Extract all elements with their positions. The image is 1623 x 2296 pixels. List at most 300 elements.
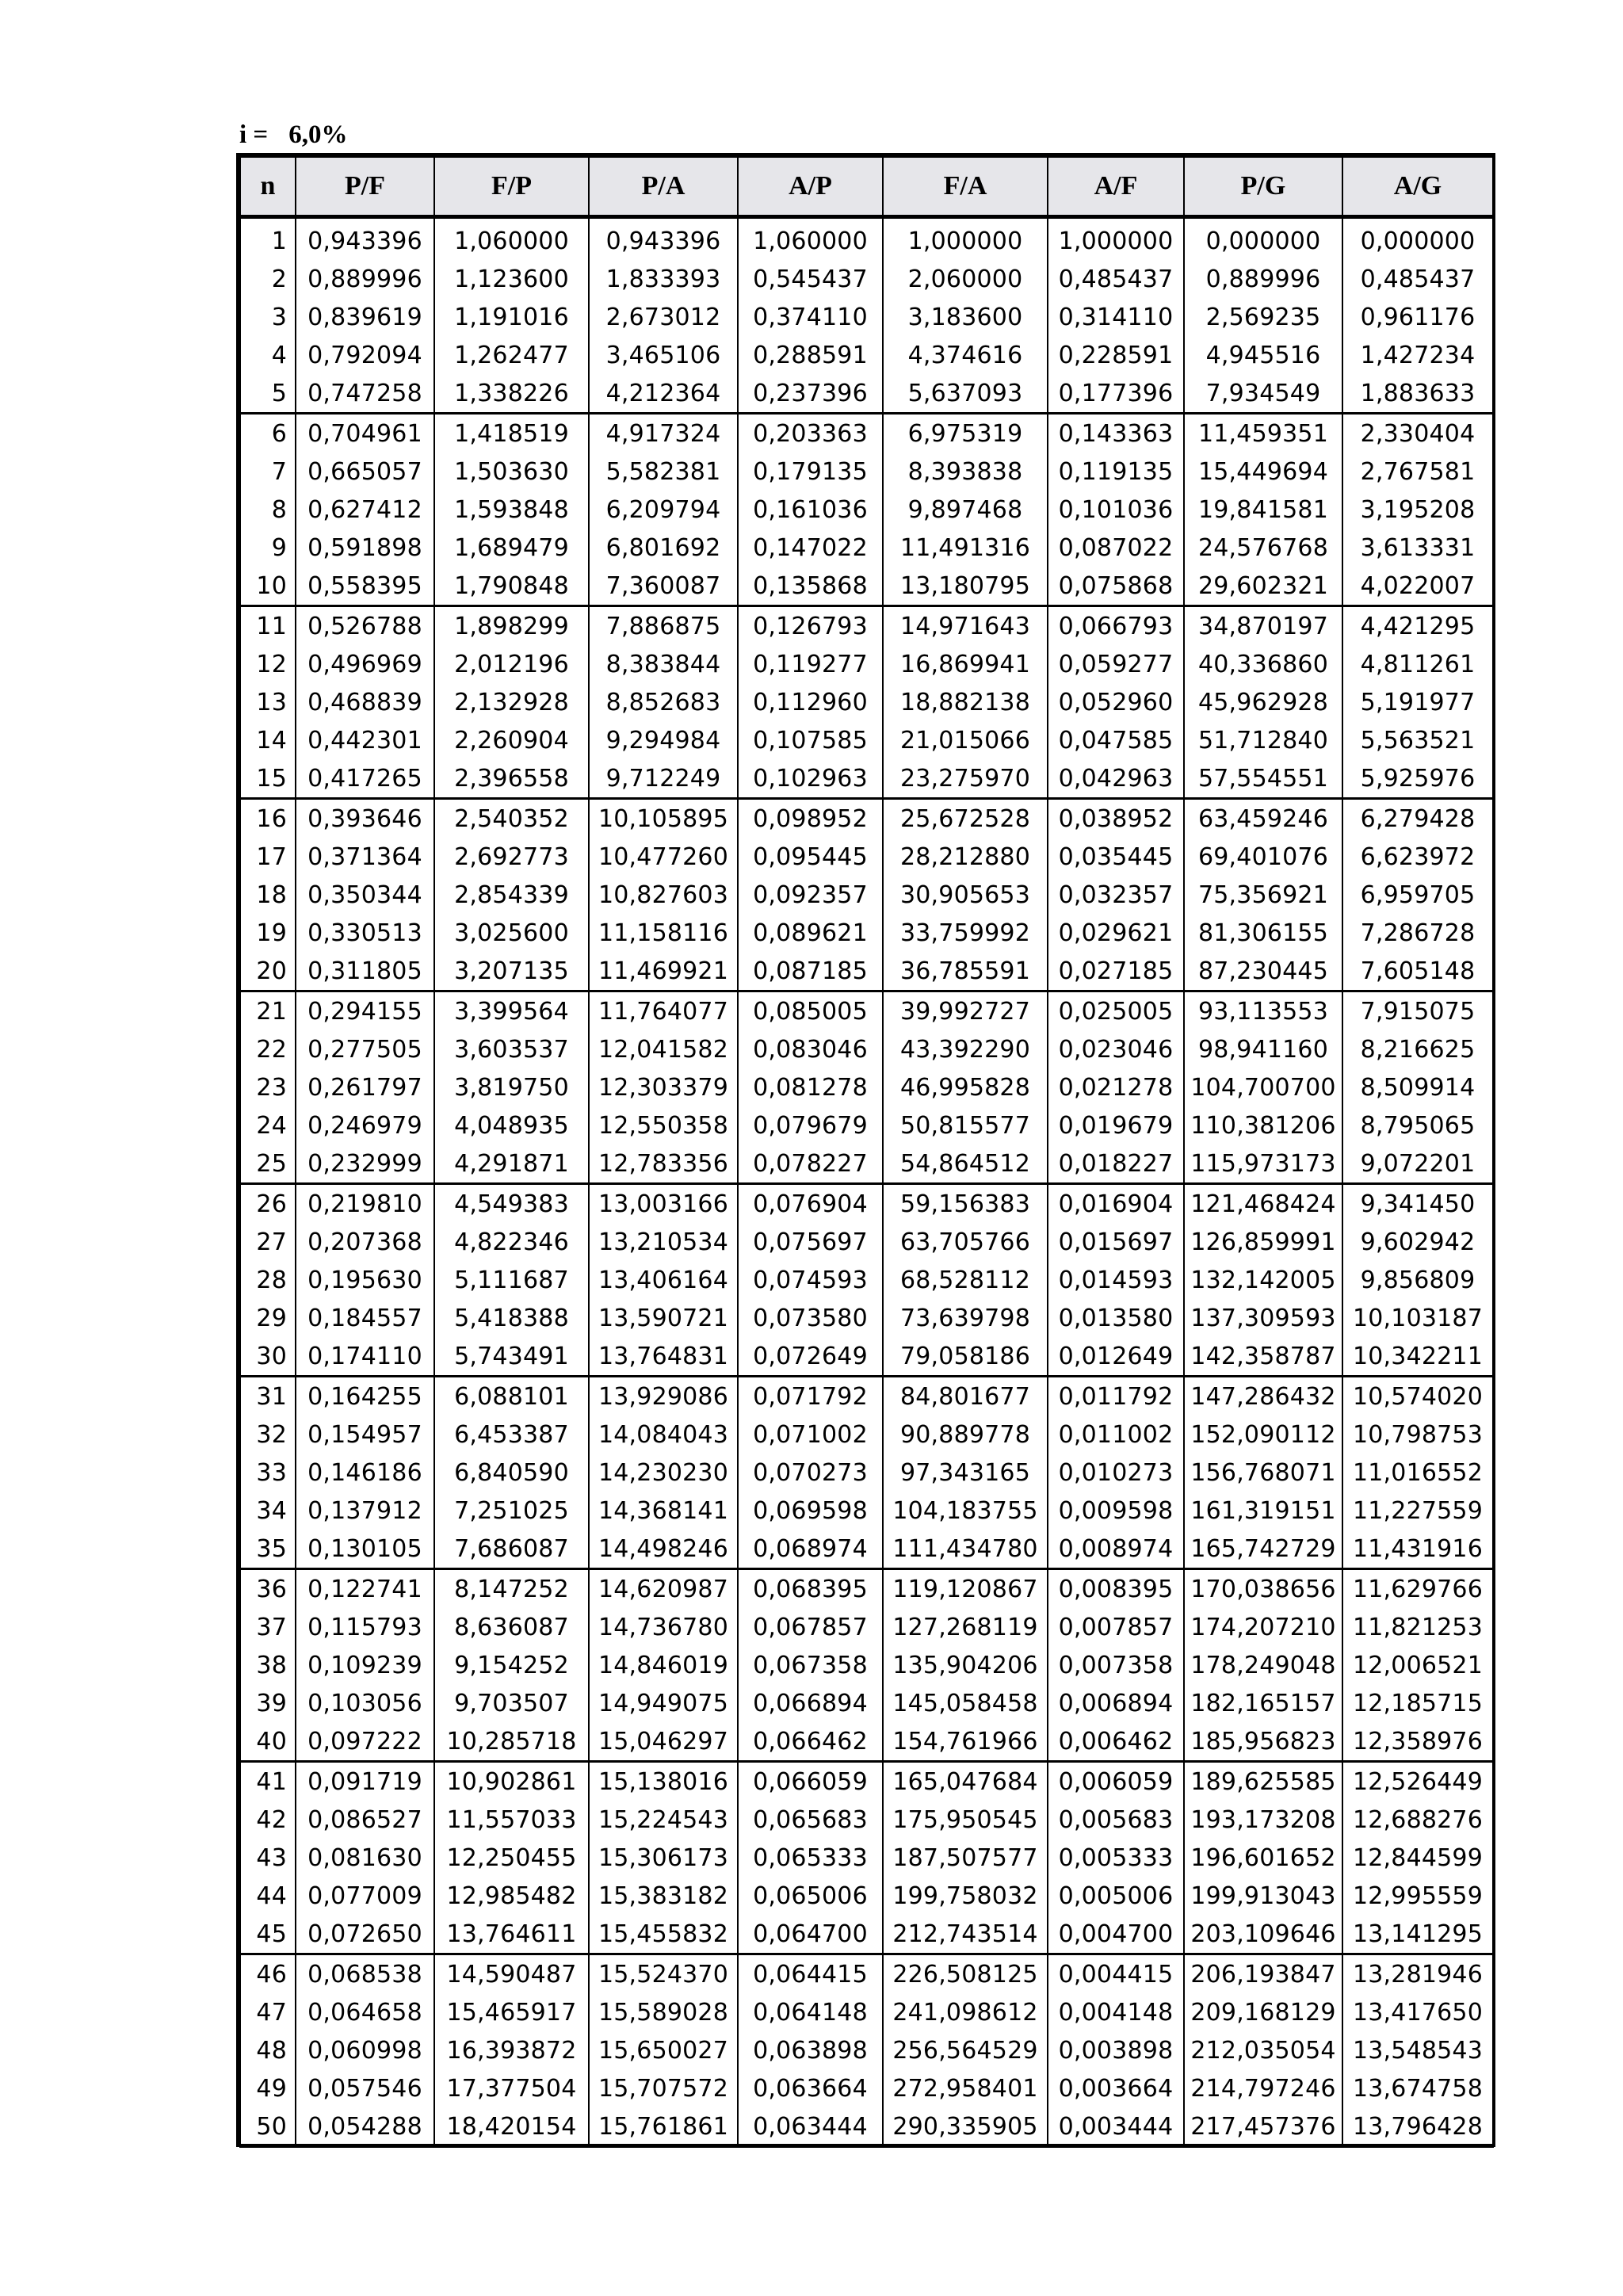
factor-cell: 178,249048 <box>1184 1646 1342 1684</box>
factor-cell: 79,058186 <box>883 1337 1048 1377</box>
table-row <box>240 529 1493 567</box>
factor-cell: 272,958401 <box>883 2069 1048 2107</box>
factor-cell: 10,574020 <box>1342 1377 1493 1416</box>
factor-cell: 0,064148 <box>738 1993 883 2031</box>
factor-cell: 0,526788 <box>296 606 434 646</box>
table-row <box>240 1223 1493 1261</box>
factor-cell: 12,526449 <box>1342 1762 1493 1801</box>
factor-cell: 187,507577 <box>883 1839 1048 1877</box>
factor-cell: 4,822346 <box>434 1223 589 1261</box>
factor-cell: 11,016552 <box>1342 1454 1493 1492</box>
factor-cell: 0,054288 <box>296 2107 434 2147</box>
factor-cell: 0,047585 <box>1048 721 1184 759</box>
factor-cell: 0,072649 <box>738 1337 883 1377</box>
factor-cell: 1,000000 <box>883 217 1048 261</box>
factor-cell: 165,047684 <box>883 1762 1048 1801</box>
table-row <box>240 414 1493 453</box>
factor-cell: 0,207368 <box>296 1223 434 1261</box>
table-row <box>240 1684 1493 1722</box>
factor-cell: 13,180795 <box>883 567 1048 606</box>
factor-cell: 6,801692 <box>589 529 738 567</box>
table-row <box>240 336 1493 374</box>
factor-cell: 73,639798 <box>883 1299 1048 1337</box>
table-row <box>240 567 1493 606</box>
factor-cell: 59,156383 <box>883 1184 1048 1224</box>
table-row <box>240 799 1493 839</box>
factor-cell: 0,066462 <box>738 1722 883 1762</box>
column-header-a-f: A/F <box>1048 157 1184 217</box>
factor-cell: 2,012196 <box>434 645 589 683</box>
factor-cell: 18,420154 <box>434 2107 589 2147</box>
table-row <box>240 1877 1493 1915</box>
factor-cell: 0,496969 <box>296 645 434 683</box>
factor-cell: 2,692773 <box>434 838 589 876</box>
factor-cell: 25,672528 <box>883 799 1048 839</box>
factor-cell: 3,819750 <box>434 1068 589 1106</box>
period-cell: 20 <box>240 952 296 991</box>
factor-cell: 30,905653 <box>883 876 1048 914</box>
factor-cell: 0,066894 <box>738 1684 883 1722</box>
factor-cell: 0,038952 <box>1048 799 1184 839</box>
factor-cell: 1,427234 <box>1342 336 1493 374</box>
factor-cell: 0,179135 <box>738 453 883 491</box>
factor-cell: 110,381206 <box>1184 1106 1342 1144</box>
factor-cell: 152,090112 <box>1184 1415 1342 1454</box>
factor-cell: 0,075697 <box>738 1223 883 1261</box>
period-cell: 16 <box>240 799 296 839</box>
factor-cell: 14,498246 <box>589 1530 738 1569</box>
table-row <box>240 2107 1493 2147</box>
factor-cell: 0,109239 <box>296 1646 434 1684</box>
factor-cell: 0,008974 <box>1048 1530 1184 1569</box>
factor-cell: 0,393646 <box>296 799 434 839</box>
factor-cell: 0,006059 <box>1048 1762 1184 1801</box>
factor-cell: 0,067857 <box>738 1608 883 1646</box>
factor-cell: 13,590721 <box>589 1299 738 1337</box>
factor-cell: 0,083046 <box>738 1030 883 1068</box>
factor-cell: 75,356921 <box>1184 876 1342 914</box>
factor-cell: 14,949075 <box>589 1684 738 1722</box>
factor-cell: 40,336860 <box>1184 645 1342 683</box>
factor-cell: 11,557033 <box>434 1801 589 1839</box>
factor-cell: 0,943396 <box>296 217 434 261</box>
factor-cell: 137,309593 <box>1184 1299 1342 1337</box>
factor-cell: 132,142005 <box>1184 1261 1342 1299</box>
factor-cell: 199,758032 <box>883 1877 1048 1915</box>
period-cell: 39 <box>240 1684 296 1722</box>
factor-cell: 0,065006 <box>738 1877 883 1915</box>
factor-cell: 256,564529 <box>883 2031 1048 2069</box>
period-cell: 12 <box>240 645 296 683</box>
period-cell: 4 <box>240 336 296 374</box>
factor-cell: 0,005006 <box>1048 1877 1184 1915</box>
factor-cell: 15,306173 <box>589 1839 738 1877</box>
factor-cell: 0,029621 <box>1048 914 1184 952</box>
factor-cell: 212,035054 <box>1184 2031 1342 2069</box>
period-cell: 40 <box>240 1722 296 1762</box>
table-row <box>240 721 1493 759</box>
factor-cell: 19,841581 <box>1184 491 1342 529</box>
period-cell: 5 <box>240 374 296 414</box>
factor-cell: 156,768071 <box>1184 1454 1342 1492</box>
table-row <box>240 1722 1493 1762</box>
factor-cell: 2,132928 <box>434 683 589 721</box>
factor-cell: 4,212364 <box>589 374 738 414</box>
factor-cell: 10,105895 <box>589 799 738 839</box>
period-cell: 47 <box>240 1993 296 2031</box>
factor-cell: 6,840590 <box>434 1454 589 1492</box>
factor-cell: 98,941160 <box>1184 1030 1342 1068</box>
factor-cell: 0,137912 <box>296 1492 434 1530</box>
table-row <box>240 1569 1493 1609</box>
factor-cell: 0,006894 <box>1048 1684 1184 1722</box>
factor-cell: 7,915075 <box>1342 991 1493 1031</box>
factor-cell: 9,703507 <box>434 1684 589 1722</box>
factor-cell: 12,185715 <box>1342 1684 1493 1722</box>
period-cell: 2 <box>240 260 296 298</box>
table-row <box>240 453 1493 491</box>
factor-cell: 4,048935 <box>434 1106 589 1144</box>
table-row <box>240 2031 1493 2069</box>
factor-cell: 13,141295 <box>1342 1915 1493 1954</box>
interest-rate-prefix: i = <box>239 120 269 149</box>
factor-cell: 2,260904 <box>434 721 589 759</box>
table-row <box>240 217 1493 261</box>
factor-cell: 135,904206 <box>883 1646 1048 1684</box>
period-cell: 14 <box>240 721 296 759</box>
factor-cell: 0,330513 <box>296 914 434 952</box>
factor-cell: 0,076904 <box>738 1184 883 1224</box>
factor-cell: 0,087022 <box>1048 529 1184 567</box>
factor-cell: 0,417265 <box>296 759 434 799</box>
factor-cell: 1,000000 <box>1048 217 1184 261</box>
factor-cell: 45,962928 <box>1184 683 1342 721</box>
factor-cell: 15,455832 <box>589 1915 738 1954</box>
period-cell: 43 <box>240 1839 296 1877</box>
factor-cell: 0,064700 <box>738 1915 883 1954</box>
factor-cell: 0,164255 <box>296 1377 434 1416</box>
factor-cell: 0,943396 <box>589 217 738 261</box>
factor-cell: 10,285718 <box>434 1722 589 1762</box>
factor-cell: 126,859991 <box>1184 1223 1342 1261</box>
table-row <box>240 1144 1493 1184</box>
factor-cell: 5,743491 <box>434 1337 589 1377</box>
table-row <box>240 1030 1493 1068</box>
factor-cell: 1,593848 <box>434 491 589 529</box>
factor-cell: 182,165157 <box>1184 1684 1342 1722</box>
factor-cell: 16,869941 <box>883 645 1048 683</box>
factor-cell: 1,060000 <box>434 217 589 261</box>
factor-cell: 3,603537 <box>434 1030 589 1068</box>
factor-cell: 4,022007 <box>1342 567 1493 606</box>
factor-cell: 8,852683 <box>589 683 738 721</box>
period-cell: 21 <box>240 991 296 1031</box>
factor-cell: 1,689479 <box>434 529 589 567</box>
factor-cell: 165,742729 <box>1184 1530 1342 1569</box>
factor-cell: 13,406164 <box>589 1261 738 1299</box>
factor-cell: 2,673012 <box>589 298 738 336</box>
period-cell: 45 <box>240 1915 296 1954</box>
factor-cell: 0,015697 <box>1048 1223 1184 1261</box>
factor-cell: 0,126793 <box>738 606 883 646</box>
period-cell: 8 <box>240 491 296 529</box>
factor-cell: 193,173208 <box>1184 1801 1342 1839</box>
factor-cell: 196,601652 <box>1184 1839 1342 1877</box>
column-header-f-a: F/A <box>883 157 1048 217</box>
period-cell: 13 <box>240 683 296 721</box>
period-cell: 42 <box>240 1801 296 1839</box>
table-row <box>240 645 1493 683</box>
factor-cell: 104,700700 <box>1184 1068 1342 1106</box>
factor-cell: 4,374616 <box>883 336 1048 374</box>
factor-cell: 0,177396 <box>1048 374 1184 414</box>
period-cell: 30 <box>240 1337 296 1377</box>
factor-cell: 0,107585 <box>738 721 883 759</box>
factor-cell: 7,605148 <box>1342 952 1493 991</box>
factor-cell: 0,021278 <box>1048 1068 1184 1106</box>
factor-cell: 0,018227 <box>1048 1144 1184 1184</box>
factor-cell: 0,545437 <box>738 260 883 298</box>
factor-cell: 13,764831 <box>589 1337 738 1377</box>
factor-cell: 1,060000 <box>738 217 883 261</box>
factor-cell: 0,068538 <box>296 1954 434 1994</box>
factor-cell: 0,889996 <box>296 260 434 298</box>
table-row <box>240 1839 1493 1877</box>
table-row <box>240 374 1493 414</box>
factor-cell: 15,383182 <box>589 1877 738 1915</box>
factor-cell: 11,431916 <box>1342 1530 1493 1569</box>
factor-cell: 5,418388 <box>434 1299 589 1337</box>
factor-cell: 111,434780 <box>883 1530 1048 1569</box>
factor-cell: 13,417650 <box>1342 1993 1493 2031</box>
factor-cell: 6,959705 <box>1342 876 1493 914</box>
factor-cell: 0,485437 <box>1048 260 1184 298</box>
factor-cell: 0,007358 <box>1048 1646 1184 1684</box>
factor-cell: 185,956823 <box>1184 1722 1342 1762</box>
factor-cell: 0,004415 <box>1048 1954 1184 1994</box>
factor-cell: 3,207135 <box>434 952 589 991</box>
factor-cell: 39,992727 <box>883 991 1048 1031</box>
factor-cell: 15,524370 <box>589 1954 738 1994</box>
period-cell: 26 <box>240 1184 296 1224</box>
factor-cell: 0,011792 <box>1048 1377 1184 1416</box>
factor-cell: 5,637093 <box>883 374 1048 414</box>
factor-cell: 12,358976 <box>1342 1722 1493 1762</box>
factor-cell: 3,465106 <box>589 336 738 374</box>
factor-cell: 12,995559 <box>1342 1877 1493 1915</box>
factor-cell: 3,025600 <box>434 914 589 952</box>
factor-cell: 12,688276 <box>1342 1801 1493 1839</box>
factor-cell: 13,281946 <box>1342 1954 1493 1994</box>
factor-cell: 0,102963 <box>738 759 883 799</box>
factor-cell: 0,135868 <box>738 567 883 606</box>
table-row <box>240 260 1493 298</box>
factor-cell: 5,191977 <box>1342 683 1493 721</box>
period-cell: 22 <box>240 1030 296 1068</box>
period-cell: 50 <box>240 2107 296 2147</box>
period-cell: 33 <box>240 1454 296 1492</box>
table-row <box>240 1801 1493 1839</box>
factor-cell: 0,059277 <box>1048 645 1184 683</box>
factor-cell: 4,549383 <box>434 1184 589 1224</box>
factor-cell: 2,854339 <box>434 876 589 914</box>
factor-cell: 0,089621 <box>738 914 883 952</box>
factor-cell: 2,767581 <box>1342 453 1493 491</box>
factor-cell: 0,112960 <box>738 683 883 721</box>
table-row <box>240 1993 1493 2031</box>
factor-cell: 0,072650 <box>296 1915 434 1954</box>
factor-cell: 43,392290 <box>883 1030 1048 1068</box>
factor-cell: 4,421295 <box>1342 606 1493 646</box>
factor-cell: 11,158116 <box>589 914 738 952</box>
factor-cell: 0,081278 <box>738 1068 883 1106</box>
factor-cell: 11,821253 <box>1342 1608 1493 1646</box>
column-header-p-a: P/A <box>589 157 738 217</box>
factor-cell: 9,154252 <box>434 1646 589 1684</box>
factor-cell: 63,705766 <box>883 1223 1048 1261</box>
factor-cell: 0,665057 <box>296 453 434 491</box>
period-cell: 7 <box>240 453 296 491</box>
period-cell: 28 <box>240 1261 296 1299</box>
period-cell: 11 <box>240 606 296 646</box>
factor-cell: 0,092357 <box>738 876 883 914</box>
factor-cell: 10,477260 <box>589 838 738 876</box>
table-row <box>240 2069 1493 2107</box>
column-header-p-g: P/G <box>1184 157 1342 217</box>
period-cell: 36 <box>240 1569 296 1609</box>
factor-cell: 0,064658 <box>296 1993 434 2031</box>
table-row <box>240 1261 1493 1299</box>
period-cell: 34 <box>240 1492 296 1530</box>
column-header-a-p: A/P <box>738 157 883 217</box>
factor-cell: 0,075868 <box>1048 567 1184 606</box>
factor-cell: 0,371364 <box>296 838 434 876</box>
factor-cell: 0,961176 <box>1342 298 1493 336</box>
factor-cell: 0,069598 <box>738 1492 883 1530</box>
factor-cell: 12,783356 <box>589 1144 738 1184</box>
period-cell: 46 <box>240 1954 296 1994</box>
factor-cell: 0,119135 <box>1048 453 1184 491</box>
factor-cell: 15,224543 <box>589 1801 738 1839</box>
period-cell: 24 <box>240 1106 296 1144</box>
factor-cell: 7,286728 <box>1342 914 1493 952</box>
period-cell: 35 <box>240 1530 296 1569</box>
factor-cell: 4,811261 <box>1342 645 1493 683</box>
factor-cell: 0,792094 <box>296 336 434 374</box>
factor-cell: 0,119277 <box>738 645 883 683</box>
factor-cell: 29,602321 <box>1184 567 1342 606</box>
factor-cell: 1,123600 <box>434 260 589 298</box>
table-row <box>240 1106 1493 1144</box>
factor-cell: 0,591898 <box>296 529 434 567</box>
factor-cell: 0,195630 <box>296 1261 434 1299</box>
factor-cell: 11,469921 <box>589 952 738 991</box>
factor-cell: 212,743514 <box>883 1915 1048 1954</box>
factor-cell: 170,038656 <box>1184 1569 1342 1609</box>
factor-cell: 0,704961 <box>296 414 434 453</box>
factor-cell: 10,902861 <box>434 1762 589 1801</box>
factor-cell: 0,228591 <box>1048 336 1184 374</box>
period-cell: 15 <box>240 759 296 799</box>
factor-cell: 0,009598 <box>1048 1492 1184 1530</box>
period-cell: 49 <box>240 2069 296 2107</box>
table-row <box>240 1530 1493 1569</box>
factor-cell: 57,554551 <box>1184 759 1342 799</box>
factor-table-frame <box>236 153 1495 2147</box>
factor-cell: 33,759992 <box>883 914 1048 952</box>
period-cell: 9 <box>240 529 296 567</box>
factor-cell: 0,122741 <box>296 1569 434 1609</box>
column-header-a-g: A/G <box>1342 157 1493 217</box>
factor-cell: 7,686087 <box>434 1530 589 1569</box>
table-row <box>240 952 1493 991</box>
factor-cell: 0,232999 <box>296 1144 434 1184</box>
factor-cell: 4,945516 <box>1184 336 1342 374</box>
period-cell: 23 <box>240 1068 296 1106</box>
factor-cell: 290,335905 <box>883 2107 1048 2147</box>
factor-cell: 10,103187 <box>1342 1299 1493 1337</box>
factor-cell: 0,000000 <box>1342 217 1493 261</box>
factor-cell: 0,006462 <box>1048 1722 1184 1762</box>
table-row <box>240 606 1493 646</box>
table-row <box>240 491 1493 529</box>
factor-cell: 24,576768 <box>1184 529 1342 567</box>
factor-cell: 5,563521 <box>1342 721 1493 759</box>
factor-cell: 4,291871 <box>434 1144 589 1184</box>
factor-cell: 16,393872 <box>434 2031 589 2069</box>
factor-cell: 81,306155 <box>1184 914 1342 952</box>
factor-cell: 154,761966 <box>883 1722 1048 1762</box>
factor-cell: 209,168129 <box>1184 1993 1342 2031</box>
factor-cell: 0,012649 <box>1048 1337 1184 1377</box>
period-cell: 25 <box>240 1144 296 1184</box>
factor-cell: 0,747258 <box>296 374 434 414</box>
factor-cell: 54,864512 <box>883 1144 1048 1184</box>
factor-cell: 145,058458 <box>883 1684 1048 1722</box>
table-row <box>240 1184 1493 1224</box>
factor-cell: 11,227559 <box>1342 1492 1493 1530</box>
factor-cell: 11,764077 <box>589 991 738 1031</box>
factor-cell: 6,209794 <box>589 491 738 529</box>
factor-cell: 0,079679 <box>738 1106 883 1144</box>
factor-cell: 0,097222 <box>296 1722 434 1762</box>
factor-cell: 0,839619 <box>296 298 434 336</box>
factor-cell: 36,785591 <box>883 952 1048 991</box>
factor-cell: 14,620987 <box>589 1569 738 1609</box>
factor-cell: 0,008395 <box>1048 1569 1184 1609</box>
factor-cell: 127,268119 <box>883 1608 1048 1646</box>
factor-cell: 0,005333 <box>1048 1839 1184 1877</box>
factor-cell: 6,088101 <box>434 1377 589 1416</box>
factor-cell: 50,815577 <box>883 1106 1048 1144</box>
factor-cell: 34,870197 <box>1184 606 1342 646</box>
factor-cell: 6,279428 <box>1342 799 1493 839</box>
factor-cell: 0,130105 <box>296 1530 434 1569</box>
table-row <box>240 1415 1493 1454</box>
period-cell: 48 <box>240 2031 296 2069</box>
factor-cell: 0,174110 <box>296 1337 434 1377</box>
factor-cell: 51,712840 <box>1184 721 1342 759</box>
factor-cell: 0,288591 <box>738 336 883 374</box>
factor-cell: 0,063444 <box>738 2107 883 2147</box>
factor-cell: 0,070273 <box>738 1454 883 1492</box>
factor-cell: 199,913043 <box>1184 1877 1342 1915</box>
factor-cell: 0,066059 <box>738 1762 883 1801</box>
factor-cell: 1,833393 <box>589 260 738 298</box>
factor-cell: 1,898299 <box>434 606 589 646</box>
factor-cell: 21,015066 <box>883 721 1048 759</box>
factor-cell: 46,995828 <box>883 1068 1048 1106</box>
